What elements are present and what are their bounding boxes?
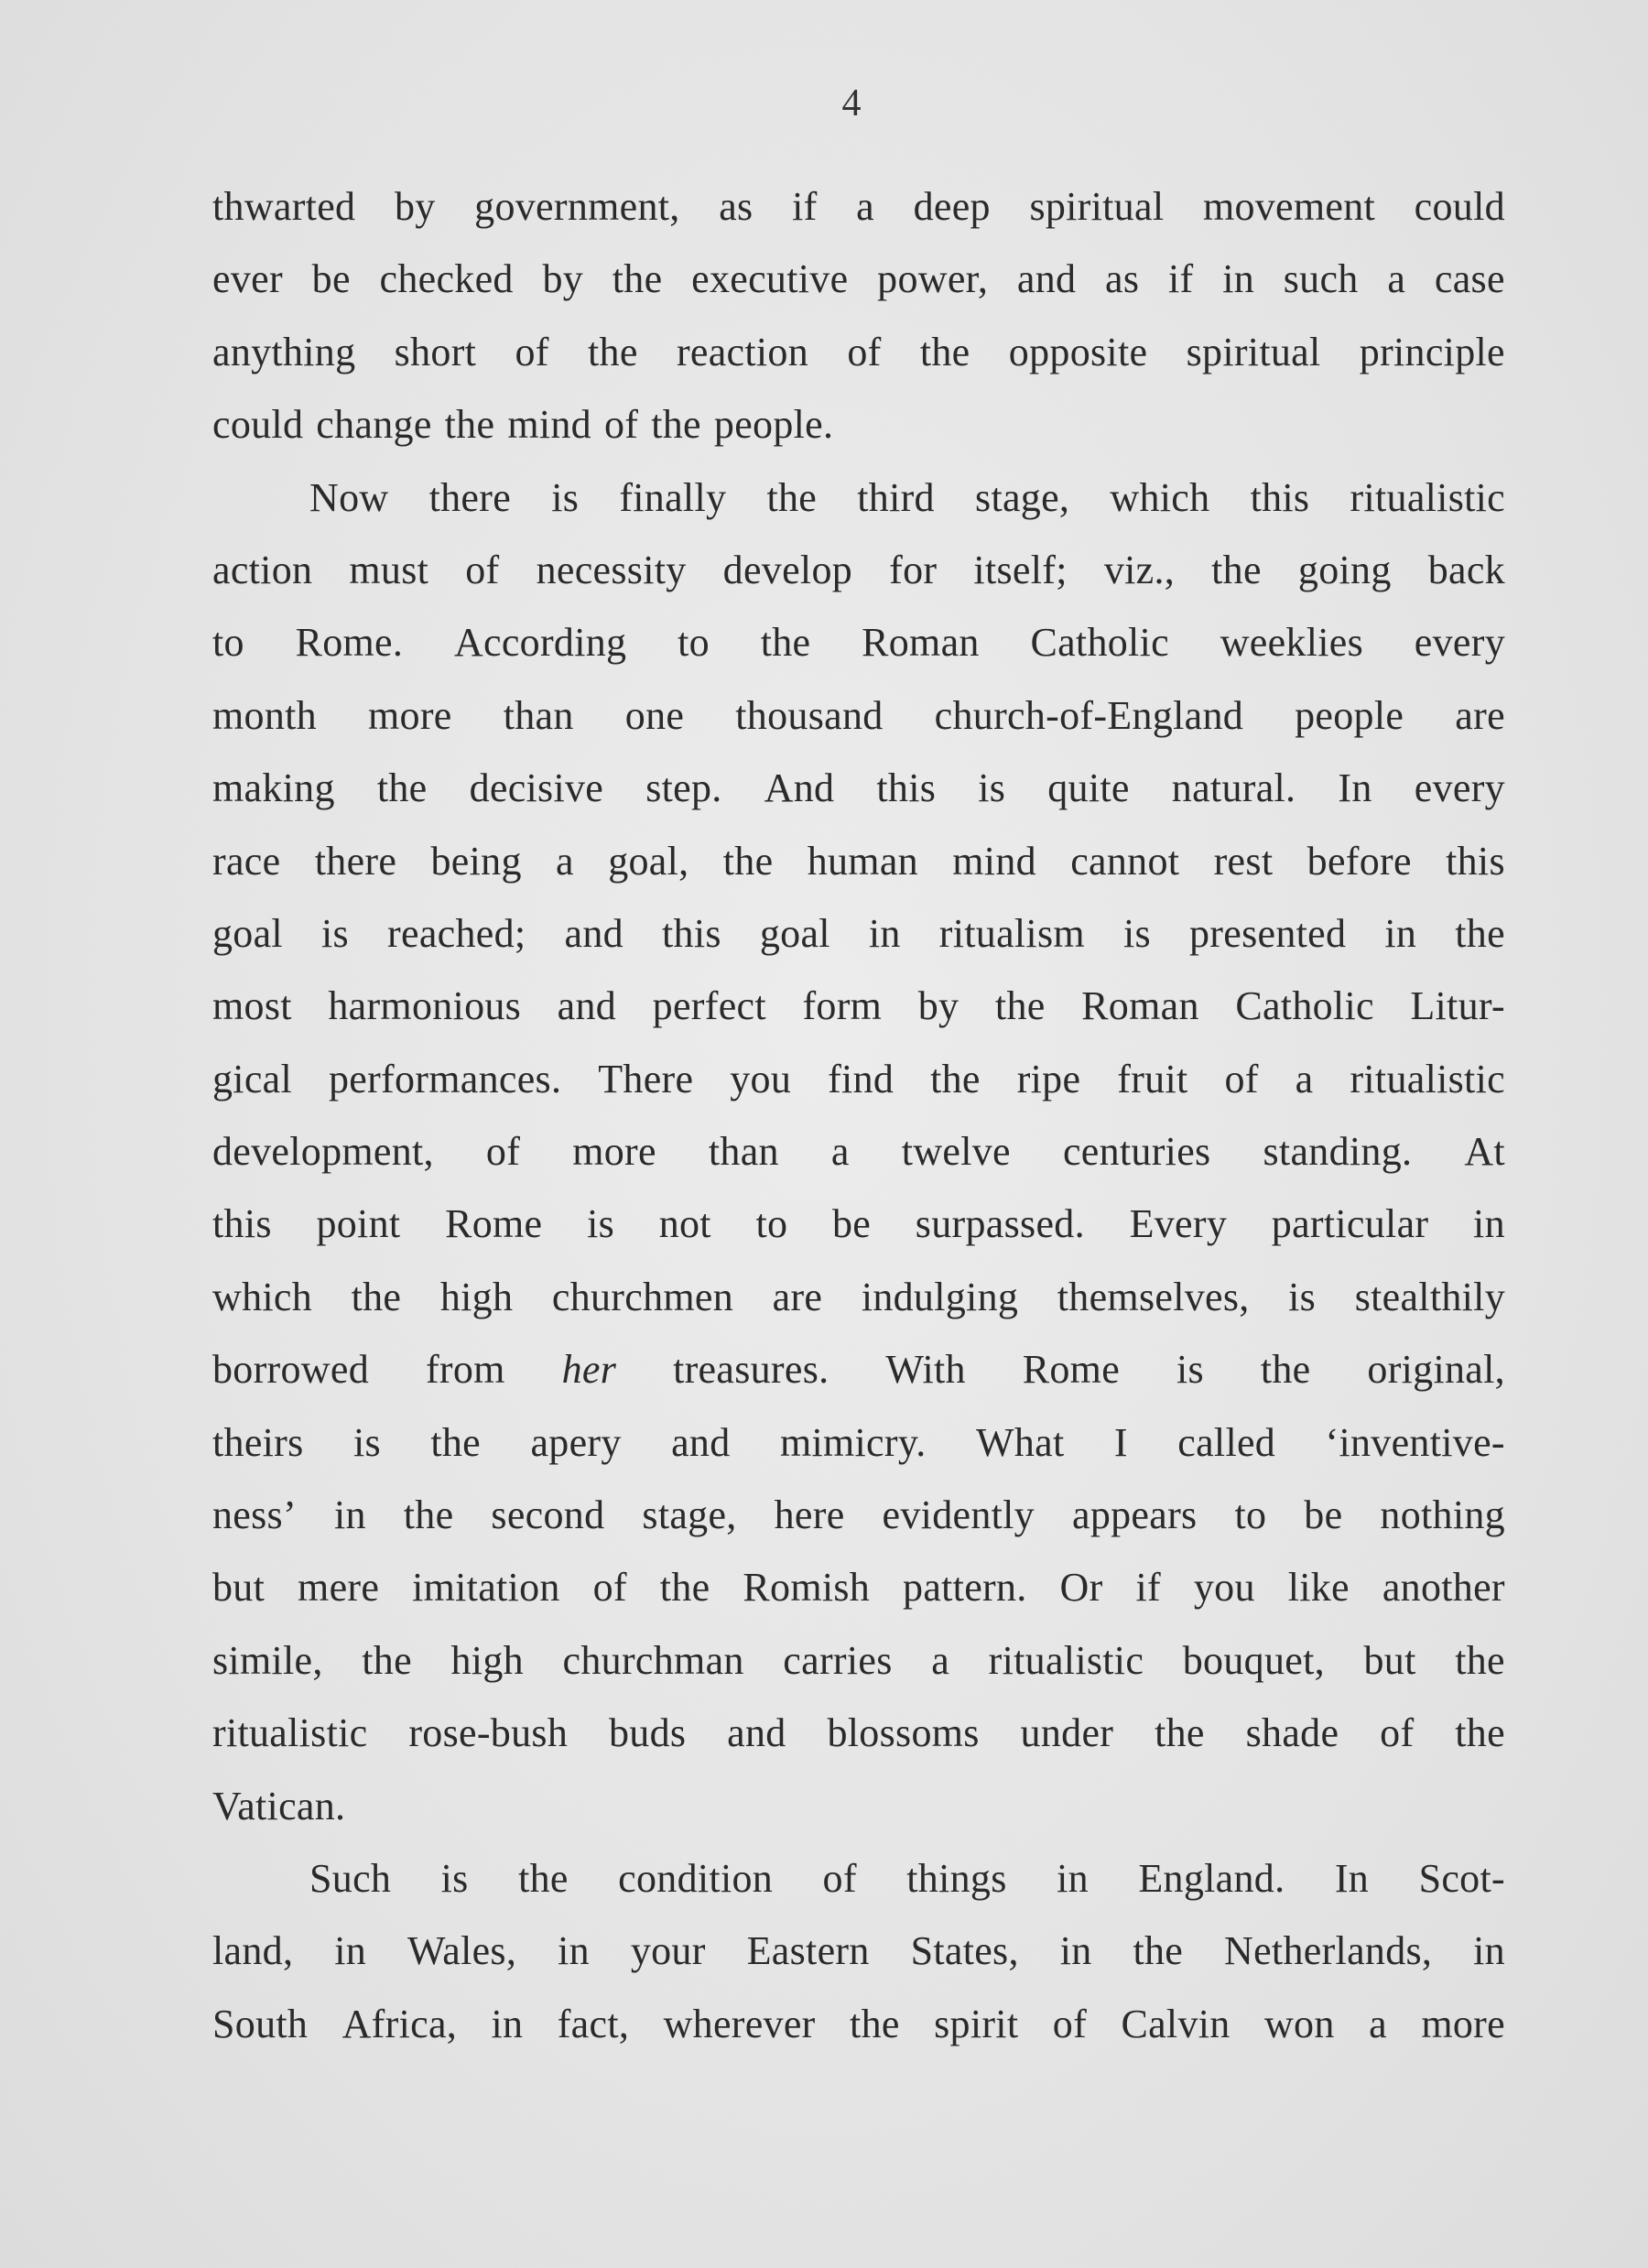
word: natural. — [1171, 765, 1296, 811]
word: short — [394, 329, 477, 374]
word: Catholic — [1235, 983, 1374, 1029]
word: ritualistic — [1350, 474, 1505, 520]
word: the — [518, 1855, 569, 1901]
text-line — [212, 606, 1505, 678]
word: original, — [1367, 1347, 1505, 1393]
word: Or — [1059, 1565, 1103, 1611]
word: harmonious — [328, 983, 522, 1029]
word: ritualistic — [212, 1710, 368, 1756]
word: is — [321, 910, 349, 956]
word: performances. — [328, 1056, 562, 1101]
word: is — [551, 474, 580, 520]
word: this — [1250, 474, 1310, 520]
word: of — [603, 402, 639, 448]
word: are — [1455, 692, 1505, 738]
word: With — [885, 1347, 966, 1393]
word: third — [857, 474, 935, 520]
word: from — [425, 1347, 505, 1393]
word: government, — [474, 184, 680, 229]
word: find — [828, 1056, 894, 1101]
word: human — [807, 838, 918, 884]
word: a — [856, 184, 874, 229]
word: ritualistic — [988, 1637, 1144, 1683]
word: the — [588, 329, 638, 374]
word: States, — [910, 1928, 1019, 1974]
word: churchmen — [551, 1274, 734, 1319]
word: reaction — [676, 329, 809, 374]
word: Calvin — [1121, 2001, 1231, 2046]
word: and — [727, 1710, 786, 1756]
word: the — [351, 1274, 402, 1319]
word: centuries — [1062, 1129, 1211, 1175]
word: in — [1222, 256, 1255, 302]
word: presented — [1189, 910, 1347, 956]
word: if — [1135, 1565, 1161, 1611]
word: thwarted — [212, 184, 356, 229]
word: which — [1110, 474, 1210, 520]
word: opposite — [1008, 329, 1148, 374]
word: treasures. — [673, 1347, 829, 1393]
word: principle — [1359, 329, 1505, 374]
word: of — [515, 329, 549, 374]
text-line — [212, 1697, 1505, 1769]
word: Scot- — [1418, 1855, 1505, 1901]
word: imitation — [412, 1565, 560, 1611]
word: finally — [619, 474, 727, 520]
word: ripe — [1016, 1056, 1081, 1101]
word: step. — [645, 765, 722, 811]
word: a — [1369, 2001, 1387, 2046]
word: people — [1295, 692, 1404, 738]
word: rose-bush — [408, 1710, 569, 1756]
text-line — [212, 316, 1505, 388]
word: develop — [722, 547, 853, 592]
word: be — [831, 1201, 872, 1247]
word: called — [1177, 1419, 1276, 1465]
word: viz., — [1103, 547, 1176, 592]
word: won — [1263, 2001, 1335, 2046]
word: in — [868, 910, 901, 956]
word: itself; — [973, 547, 1068, 592]
word: apery — [530, 1419, 622, 1465]
word: wherever — [663, 2001, 816, 2046]
word: under — [1020, 1710, 1114, 1756]
word: movement — [1202, 184, 1376, 229]
word: spiritual — [1186, 329, 1321, 374]
word: of — [485, 1129, 521, 1175]
word: is — [587, 1201, 615, 1247]
text-line — [212, 1406, 1505, 1479]
word: reached; — [387, 910, 526, 956]
word: in — [1473, 1928, 1505, 1974]
word: race — [212, 838, 281, 884]
word: a — [830, 1129, 850, 1175]
word: is — [978, 765, 1006, 811]
word: Wales, — [407, 1928, 517, 1974]
word: every — [1414, 620, 1505, 666]
word: such — [1283, 256, 1359, 302]
word: people. — [713, 402, 834, 448]
word: thousand — [735, 692, 884, 738]
word: the — [1155, 1710, 1205, 1756]
word: Roman — [1081, 983, 1199, 1029]
word: could — [212, 402, 304, 448]
word: Vatican. — [212, 1783, 346, 1829]
word: nothing — [1380, 1492, 1505, 1538]
text-line — [212, 1915, 1505, 1987]
word: land, — [212, 1928, 294, 1974]
word: In — [1338, 765, 1372, 811]
word: and — [671, 1419, 731, 1465]
word: month — [212, 692, 317, 738]
word: you — [1193, 1565, 1255, 1611]
word: the — [376, 765, 428, 811]
word: and — [557, 983, 617, 1029]
word: is — [1122, 910, 1151, 956]
word: In — [1334, 1855, 1370, 1901]
word: stage, — [975, 474, 1070, 520]
word: What — [975, 1419, 1065, 1465]
word: in — [491, 2001, 524, 2046]
word: According — [453, 620, 627, 666]
text-line — [212, 170, 1505, 243]
word: one — [624, 692, 685, 738]
word: her — [561, 1347, 617, 1393]
word: a — [931, 1637, 950, 1683]
word: the — [612, 256, 663, 302]
word: rest — [1213, 838, 1274, 884]
word: mind — [952, 838, 1036, 884]
word: being — [430, 838, 522, 884]
word: the — [444, 402, 495, 448]
word: making — [212, 765, 335, 811]
word: goal — [759, 910, 830, 956]
word: buds — [608, 1710, 687, 1756]
word: the — [760, 620, 811, 666]
word: be — [1304, 1492, 1343, 1538]
word: be — [311, 256, 351, 302]
word: and — [564, 910, 623, 956]
word: in — [1059, 1928, 1092, 1974]
word: is — [1288, 1274, 1317, 1319]
word: in — [1384, 910, 1417, 956]
word: is — [440, 1855, 469, 1901]
text-line — [212, 897, 1505, 970]
word: the — [403, 1492, 454, 1538]
word: England. — [1138, 1855, 1285, 1901]
word: cannot — [1070, 838, 1180, 884]
text-line — [212, 1988, 1505, 2060]
word: of — [1380, 1710, 1415, 1756]
text-line — [212, 1043, 1505, 1115]
word: stealthily — [1354, 1274, 1505, 1319]
word: the — [1455, 910, 1505, 956]
word: mind — [507, 402, 591, 448]
word: in — [334, 1928, 367, 1974]
text-line — [212, 1261, 1505, 1333]
text-line — [212, 679, 1505, 752]
word: by — [394, 184, 436, 229]
word: stage, — [642, 1492, 737, 1538]
text-line — [212, 461, 1505, 534]
word: At — [1464, 1129, 1505, 1175]
word: as — [719, 184, 754, 229]
word: every — [1414, 765, 1505, 811]
word: There — [598, 1056, 694, 1101]
word: the — [430, 1419, 482, 1465]
word: ritualism — [938, 910, 1085, 956]
word: the — [659, 1565, 710, 1611]
text-line — [212, 1479, 1505, 1551]
word: going — [1297, 547, 1392, 592]
word: necessity — [536, 547, 687, 592]
word: must — [349, 547, 429, 592]
word: this — [1446, 838, 1505, 884]
word: Netherlands, — [1224, 1928, 1433, 1974]
word: change — [316, 402, 432, 448]
text-line — [212, 1333, 1505, 1405]
word: in — [1057, 1855, 1089, 1901]
text-line — [212, 1842, 1505, 1915]
word: which — [212, 1274, 313, 1319]
word: shade — [1245, 1710, 1339, 1756]
word: if — [792, 184, 818, 229]
word: standing. — [1263, 1129, 1413, 1175]
word: checked — [379, 256, 514, 302]
word: Litur- — [1410, 983, 1505, 1029]
word: deep — [913, 184, 991, 229]
word: is — [1176, 1347, 1204, 1393]
word: appears — [1071, 1492, 1198, 1538]
word: of — [1052, 2001, 1088, 2046]
word: most — [212, 983, 292, 1029]
word: in — [558, 1928, 590, 1974]
word: to — [212, 620, 244, 666]
text-line — [212, 825, 1505, 897]
word: the — [766, 474, 818, 520]
word: before — [1306, 838, 1412, 884]
word: this — [662, 910, 721, 956]
word: but — [1363, 1637, 1416, 1683]
word: point — [316, 1201, 401, 1247]
word: ever — [212, 256, 283, 302]
word: Catholic — [1030, 620, 1169, 666]
word: high — [450, 1637, 524, 1683]
word: of — [465, 547, 500, 592]
word: action — [212, 547, 313, 592]
word: you — [730, 1056, 792, 1101]
word: the — [994, 983, 1046, 1029]
word: mere — [298, 1565, 380, 1611]
word: in — [333, 1492, 366, 1538]
word: quite — [1047, 765, 1130, 811]
word: form — [802, 983, 883, 1029]
word: perfect — [652, 983, 766, 1029]
word: indulging — [861, 1274, 1019, 1319]
word: of — [592, 1565, 627, 1611]
text-line — [212, 1115, 1505, 1188]
word: decisive — [469, 765, 604, 811]
word: second — [491, 1492, 605, 1538]
word: Every — [1129, 1201, 1228, 1247]
word: fact, — [557, 2001, 630, 2046]
word: not — [658, 1201, 711, 1247]
word: pattern. — [903, 1565, 1027, 1611]
word: to — [755, 1201, 788, 1247]
word: are — [772, 1274, 823, 1319]
word: spiritual — [1029, 184, 1165, 229]
word: high — [439, 1274, 514, 1319]
word: things — [906, 1855, 1007, 1901]
word: Now — [309, 474, 389, 520]
word: ritualistic — [1350, 1056, 1505, 1101]
page-number: 4 — [841, 82, 862, 125]
word: borrowed — [212, 1347, 370, 1393]
word: gical — [212, 1056, 293, 1101]
word: executive — [691, 256, 849, 302]
word: but — [212, 1565, 266, 1611]
word: Rome — [445, 1201, 543, 1247]
word: weeklies — [1220, 620, 1364, 666]
word: Such — [309, 1855, 392, 1901]
word: carries — [783, 1637, 893, 1683]
word: Roman — [862, 620, 980, 666]
word: condition — [618, 1855, 774, 1901]
text-line — [212, 1770, 1505, 1842]
word: there — [428, 474, 512, 520]
word: anything — [212, 329, 356, 374]
word: here — [774, 1492, 845, 1538]
word: the — [919, 329, 970, 374]
word: more — [1421, 2001, 1505, 2046]
word: surpassed. — [915, 1201, 1085, 1247]
word: the — [362, 1637, 412, 1683]
word: fruit — [1117, 1056, 1188, 1101]
word: to — [678, 620, 710, 666]
word: development, — [212, 1129, 434, 1175]
word: case — [1434, 256, 1505, 302]
word: by — [542, 256, 584, 302]
word: than — [503, 692, 574, 738]
word: And — [764, 765, 835, 811]
word: theirs — [212, 1419, 304, 1465]
word: Africa, — [342, 2001, 458, 2046]
word: blossoms — [827, 1710, 980, 1756]
word: ‘inventive- — [1325, 1419, 1505, 1465]
word: ness’ — [212, 1492, 297, 1538]
word: back — [1427, 547, 1505, 592]
text-line — [212, 243, 1505, 315]
word: church-of-England — [934, 692, 1244, 738]
word: Rome — [1022, 1347, 1121, 1393]
text-line — [212, 752, 1505, 824]
word: simile, — [212, 1637, 323, 1683]
word: more — [368, 692, 452, 738]
word: if — [1168, 256, 1194, 302]
word: of — [847, 329, 882, 374]
word: bouquet, — [1182, 1637, 1325, 1683]
word: as — [1105, 256, 1140, 302]
word: South — [212, 2001, 309, 2046]
word: the — [651, 402, 701, 448]
word: particular — [1271, 1201, 1429, 1247]
word: a — [1387, 256, 1406, 302]
text-line — [212, 388, 1505, 461]
word: could — [1414, 184, 1505, 229]
word: the — [930, 1056, 981, 1101]
word: spirit — [934, 2001, 1019, 2046]
text-line — [212, 534, 1505, 606]
word: mimicry. — [779, 1419, 927, 1465]
word: themselves, — [1057, 1274, 1250, 1319]
word: there — [314, 838, 397, 884]
word: this — [876, 765, 937, 811]
word: twelve — [901, 1129, 1011, 1175]
word: of — [1224, 1056, 1259, 1101]
word: power, — [877, 256, 989, 302]
word: is — [352, 1419, 381, 1465]
word: to — [1234, 1492, 1267, 1538]
word: this — [212, 1201, 272, 1247]
word: goal, — [608, 838, 689, 884]
word: evidently — [882, 1492, 1035, 1538]
word: and — [1016, 256, 1077, 302]
text-line — [212, 970, 1505, 1042]
word: than — [708, 1129, 779, 1175]
word: in — [1473, 1201, 1505, 1247]
word: by — [917, 983, 960, 1029]
word: Eastern — [746, 1928, 870, 1974]
text-line — [212, 1624, 1505, 1697]
text-line — [212, 1551, 1505, 1623]
word: another — [1382, 1565, 1505, 1611]
word: the — [850, 2001, 900, 2046]
word: churchman — [562, 1637, 744, 1683]
word: for — [889, 547, 938, 592]
word: more — [572, 1129, 656, 1175]
word: the — [1455, 1710, 1505, 1756]
word: a — [1295, 1056, 1314, 1101]
word: Romish — [743, 1565, 871, 1611]
word: I — [1113, 1419, 1128, 1465]
word: Rome. — [295, 620, 404, 666]
word: the — [1455, 1637, 1505, 1683]
word: the — [1133, 1928, 1184, 1974]
word: the — [1211, 547, 1262, 592]
text-line — [212, 1188, 1505, 1260]
body-text — [212, 170, 1505, 2060]
word: of — [822, 1855, 857, 1901]
word: goal — [212, 910, 283, 956]
word: like — [1287, 1565, 1350, 1611]
word: a — [556, 838, 574, 884]
word: the — [1260, 1347, 1311, 1393]
word: your — [630, 1928, 706, 1974]
word: the — [722, 838, 774, 884]
